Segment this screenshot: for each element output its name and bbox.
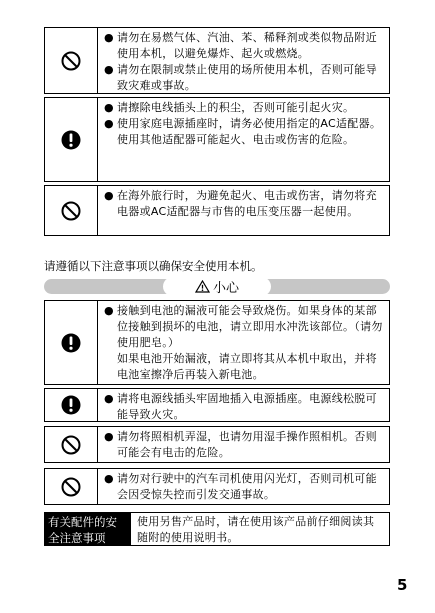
caution-block-4 bbox=[44, 468, 390, 505]
caution-banner bbox=[44, 277, 390, 296]
bullet-icon: ● bbox=[104, 430, 114, 443]
bullet-icon: ● bbox=[104, 31, 114, 44]
notice-item bbox=[104, 471, 385, 503]
caution-banner-label bbox=[163, 277, 271, 296]
prohibited-icon bbox=[45, 186, 98, 235]
notice-text bbox=[98, 427, 389, 462]
notice-text bbox=[98, 28, 389, 93]
bullet-icon: ● bbox=[104, 189, 114, 202]
accessory-safety-text: 使用另售产品时，请在使用该产品前仔细阅读其随附的使用说明书。 bbox=[137, 515, 375, 544]
warning-block-2 bbox=[44, 97, 390, 182]
notice-text bbox=[98, 98, 389, 181]
mandatory-icon bbox=[45, 98, 98, 181]
caution-block-2 bbox=[44, 388, 390, 422]
bullet-icon: ● bbox=[104, 304, 114, 317]
notice-item-text: 接触到电池的漏液可能会导致烧伤。如果身体的某部位接触到损坏的电池，请立即用水冲洗该部位。（请勿使用肥皂。） bbox=[117, 304, 383, 349]
caution-label: 小心 bbox=[212, 281, 239, 296]
accessory-safety-tag: 有关配件的安全注意事项 bbox=[45, 513, 131, 545]
notice-text bbox=[98, 389, 389, 421]
accessory-safety-section bbox=[44, 512, 390, 546]
notice-item-text: 如果电池开始漏液，请立即将其从本机中取出，并将电池室擦净后再装入新电池。 bbox=[117, 352, 377, 381]
notice-text bbox=[98, 186, 389, 235]
bullet-icon: ● bbox=[104, 117, 114, 130]
notice-item-text: 请勿对行驶中的汽车司机使用闪光灯，否则司机可能会因受惊失控而引发交通事故。 bbox=[117, 472, 377, 501]
notice-item-text: 请勿在易燃气体、汽油、苯、稀释剂或类似物品附近使用本机，以避免爆炸、起火或燃烧。 bbox=[117, 31, 377, 60]
prohibited-icon bbox=[45, 427, 98, 462]
caution-triangle-icon bbox=[195, 280, 210, 293]
notice-item bbox=[104, 391, 385, 423]
notice-item-text: 请擦除电线插头上的积尘，否则可能引起火灾。 bbox=[117, 101, 355, 114]
notice-item bbox=[104, 303, 385, 351]
notice-item bbox=[104, 100, 385, 116]
caution-block-3 bbox=[44, 426, 390, 463]
warning-block-3 bbox=[44, 185, 390, 236]
bullet-icon: ● bbox=[104, 472, 114, 485]
notice-item-text: 使用家庭电源插座时，请务必使用指定的AC适配器。使用其他适配器可能起火、电击或伤害的危险。 bbox=[117, 117, 382, 146]
bullet-icon: ● bbox=[104, 101, 114, 114]
notice-item-text: 在海外旅行时，为避免起火、电击或伤害，请勿将充电器或AC适配器与市售的电压变压器一起使用。 bbox=[117, 189, 377, 218]
notice-item bbox=[104, 62, 385, 94]
mandatory-icon bbox=[45, 389, 98, 421]
prohibited-icon bbox=[45, 469, 98, 504]
notice-item-text: 请勿在限制或禁止使用的场所使用本机，否则可能导致灾难或事故。 bbox=[117, 63, 377, 92]
notice-item-text: 请勿将照相机弄湿，也请勿用湿手操作照相机。否则可能会有电击的危险。 bbox=[117, 430, 377, 459]
notice-item bbox=[104, 429, 385, 461]
warning-block-1 bbox=[44, 27, 390, 94]
notice-text bbox=[98, 469, 389, 504]
bullet-icon: ● bbox=[104, 63, 114, 76]
notice-item bbox=[104, 188, 385, 220]
notice-item bbox=[104, 116, 385, 148]
notice-text bbox=[98, 301, 389, 384]
mandatory-icon bbox=[45, 301, 98, 384]
notice-item bbox=[104, 30, 385, 62]
page-number: 5 bbox=[397, 576, 408, 594]
caution-block-1 bbox=[44, 300, 390, 385]
bullet-icon: ● bbox=[104, 392, 114, 405]
intro-text: 请遵循以下注意事项以确保安全使用本机。 bbox=[44, 259, 263, 273]
notice-item bbox=[104, 351, 385, 383]
prohibited-icon bbox=[45, 28, 98, 93]
notice-item-text: 请将电源线插头牢固地插入电源插座。电源线松脱可能导致火灾。 bbox=[117, 392, 377, 421]
